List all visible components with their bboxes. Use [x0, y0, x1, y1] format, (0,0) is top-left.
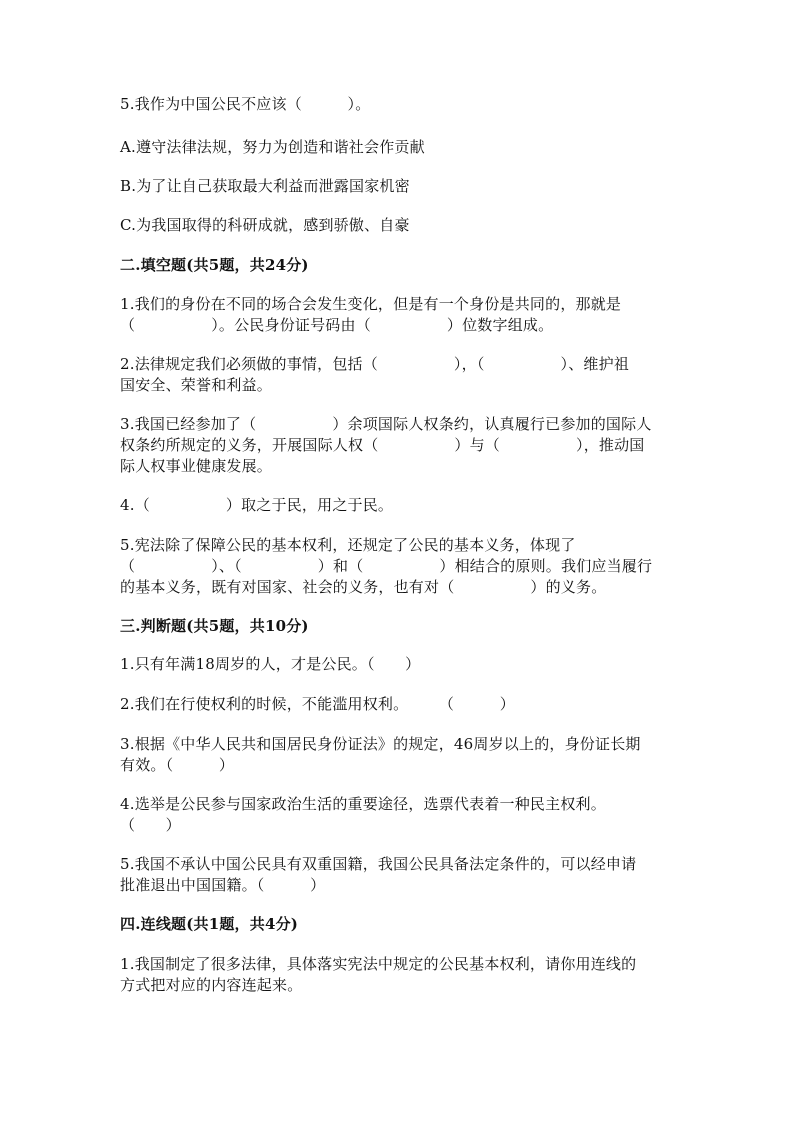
fill-q3-line1: 3.我国已经参加了（ ）余项国际人权条约，认真履行已参加的国际人 — [120, 415, 652, 433]
section-2-heading: 二.填空题(共5题，共24分) — [120, 256, 309, 274]
fill-q4: 4.（ ）取之于民，用之于民。 — [120, 496, 394, 514]
option-b: B.为了让自己获取最大利益而泄露国家机密 — [120, 177, 410, 195]
option-a: A.遵守法律法规，努力为创造和谐社会作贡献 — [120, 138, 425, 156]
judge-q5-line1: 5.我国不承认中国公民具有双重国籍，我国公民具备法定条件的，可以经申请 — [120, 855, 637, 873]
judge-q4-line1: 4.选举是公民参与国家政治生活的重要途径，选票代表着一种民主权利。 — [120, 795, 606, 813]
fill-q2-line2: 国安全、荣誉和利益。 — [120, 376, 273, 394]
question-5-stem: 5.我作为中国公民不应该（ ）。 — [120, 95, 371, 113]
fill-q5-line3: 的基本义务，既有对国家、社会的义务，也有对（ ）的义务。 — [120, 578, 607, 596]
fill-q3-line2: 权条约所规定的义务，开展国际人权（ ）与（ ），推动国 — [120, 436, 645, 454]
fill-q2-line1: 2.法律规定我们必须做的事情，包括（ ），（ ）、维护祖 — [120, 355, 630, 373]
option-c: C.为我国取得的科研成就，感到骄傲、自豪 — [120, 216, 410, 234]
match-q1-line1: 1.我国制定了很多法律，具体落实宪法中规定的公民基本权利，请你用连线的 — [120, 955, 637, 973]
judge-q3-line2: 有效。（ ） — [120, 756, 235, 774]
fill-q5-line1: 5.宪法除了保障公民的基本权利，还规定了公民的基本义务，体现了 — [120, 536, 576, 554]
match-q1-line2: 方式把对应的内容连起来。 — [120, 976, 303, 994]
judge-q1: 1.只有年满18周岁的人，才是公民。（ ） — [120, 655, 421, 673]
fill-q5-line2: （ ）、（ ）和（ ）相结合的原则。我们应当履行 — [120, 557, 653, 575]
fill-q3-line3: 际人权事业健康发展。 — [120, 457, 273, 475]
judge-q4-line2: （ ） — [120, 816, 181, 834]
section-4-heading: 四.连线题(共1题，共4分) — [120, 915, 299, 933]
judge-q2: 2.我们在行使权利的时候，不能滥用权利。 （ ） — [120, 695, 515, 713]
fill-q1-line1: 1.我们的身份在不同的场合会发生变化，但是有一个身份是共同的，那就是 — [120, 295, 622, 313]
fill-q1-line2: （ ）。公民身份证号码由（ ）位数字组成。 — [120, 316, 554, 334]
section-3-heading: 三.判断题(共5题，共10分) — [120, 617, 309, 635]
judge-q3-line1: 3.根据《中华人民共和国居民身份证法》的规定，46周岁以上的，身份证长期 — [120, 735, 641, 753]
judge-q5-line2: 批准退出中国国籍。（ ） — [120, 876, 326, 894]
